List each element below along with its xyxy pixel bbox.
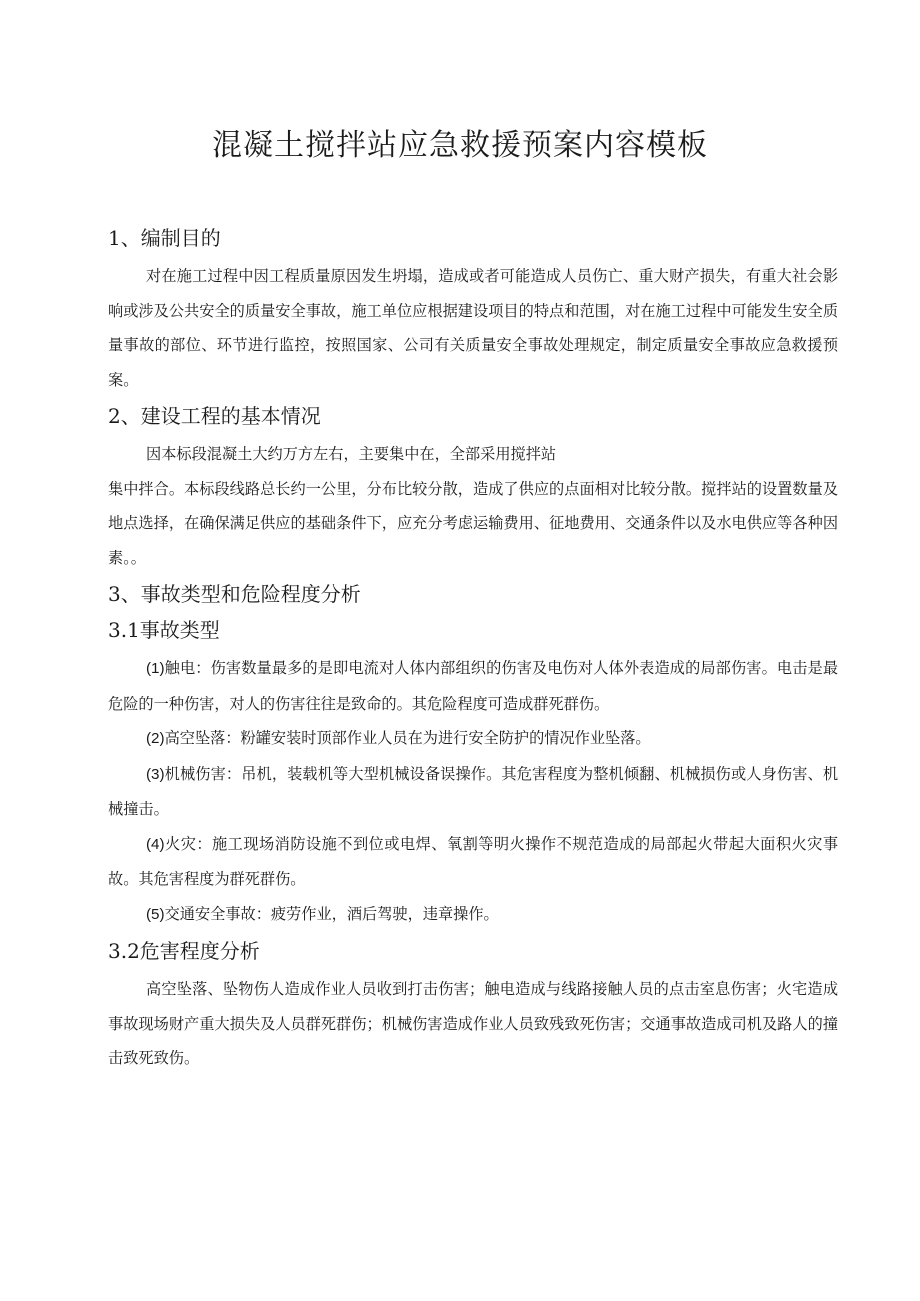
subsection-3-1: [108, 615, 838, 932]
accident-item-text: 交通安全事故：疲劳作业，酒后驾驶，违章操作。: [164, 904, 499, 923]
document-content: [108, 223, 838, 1080]
accident-item-text: 触电：伤害数量最多的是即电流对人体内部组织的伤害及电伤对人体外表造成的局部伤害。电击是最危险的一种伤害，对人的伤害往往是致命的。其危险程度可造成群死群伤。: [108, 659, 838, 713]
section-3-heading: 3、事故类型和危险程度分析: [108, 582, 361, 606]
subsection-3-1-heading: 3.1事故类型: [108, 618, 220, 642]
document-title: 混凝土搅拌站应急救援预案内容模板: [212, 128, 708, 163]
section-2: [108, 401, 838, 575]
accident-item: [108, 651, 838, 721]
accident-item-number: (2): [146, 730, 165, 747]
section-3: [108, 579, 838, 1076]
accident-item-number: (4): [146, 835, 165, 853]
section-1: [108, 223, 838, 397]
accident-item-number: (3): [146, 765, 165, 783]
section-2-heading: 2、建设工程的基本情况: [108, 404, 321, 428]
accident-item: [108, 827, 838, 897]
accident-item-text: 机械伤害：吊机，装载机等大型机械设备误操作。其危害程度为整机倾翻、机械损伤或人身伤害、机械撞击。: [108, 764, 838, 818]
accident-item: [108, 757, 838, 827]
section-2-body: 集中拌合。本标段线路总长约一公里，分布比较分散，造成了供应的点面相对比较分散。搅拌站的设置数量及地点选择，在确保满足供应的基础条件下，应充分考虑运输费用、征地费用、交通条件以及水电供应等各种因素。。: [108, 479, 838, 567]
subsection-3-2-body: 高空坠落、坠物伤人造成作业人员收到打击伤害；触电造成与线路接触人员的点击室息伤害；火宅造成事故现场财产重大损失及人员群死群伤；机械伤害造成作业人员致残致死伤害；交通事故造成司机及路人的撞击致死致伤。: [108, 980, 838, 1067]
accident-item-number: (1): [146, 660, 165, 677]
subsection-3-2-heading: 3.2危害程度分析: [108, 939, 260, 963]
accident-item: [108, 721, 838, 757]
subsection-3-2: [108, 936, 838, 1076]
section-1-heading: 1、编制目的: [108, 226, 221, 250]
section-2-first-line: 因本标段混凝土大约万方左右，主要集中在，全部采用搅拌站: [146, 445, 557, 463]
accident-item-number: (5): [146, 905, 165, 923]
accident-item: [108, 897, 838, 933]
accident-item-text: 火灾：施工现场消防设施不到位或电焊、氧割等明火操作不规范造成的局部起火带起大面积火灾事故。其危害程度为群死群伤。: [108, 834, 838, 888]
section-1-body: 对在施工过程中因工程质量原因发生坍塌，造成或者可能造成人员伤亡、重大财产损失，有重大社会影响或涉及公共安全的质量安全事故，施工单位应根据建设项目的特点和范围，对在施工过程中可能发生安全质量事故的部位、环节进行监控，按照国家、公司有关质量安全事故处理规定，制定质量安全事故应急救援预案。: [108, 267, 838, 389]
accident-item-text: 高空坠落：粉罐安装时顶部作业人员在为进行安全防护的情况作业坠落。: [164, 729, 651, 747]
